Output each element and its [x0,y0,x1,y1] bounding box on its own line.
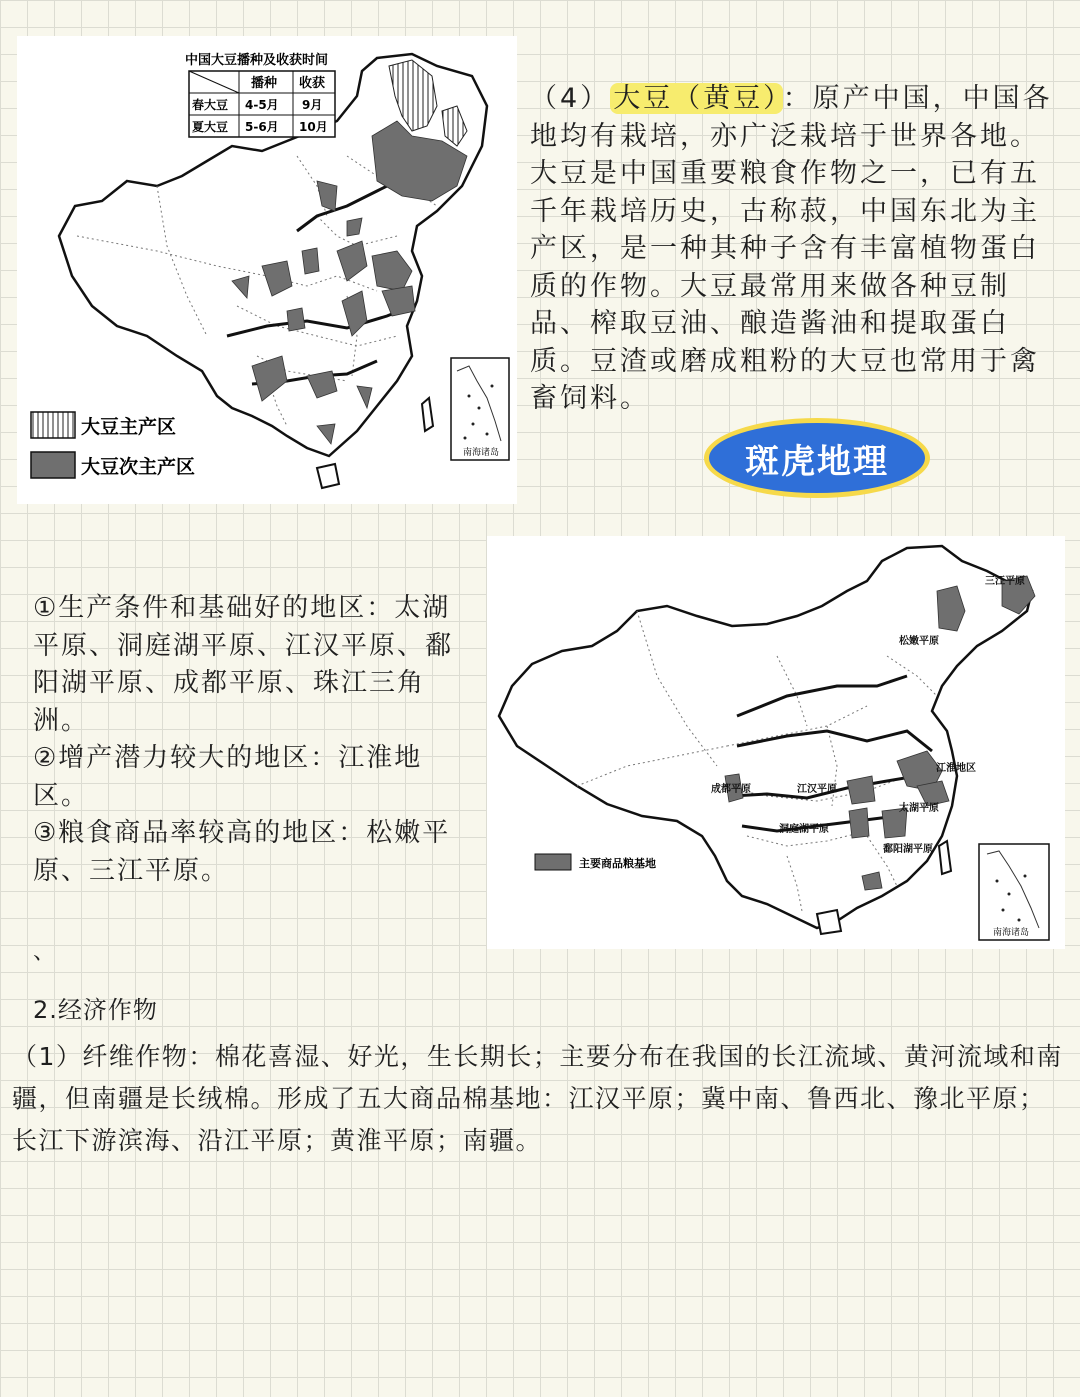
grain-base-map-figure [487,536,1065,949]
table-header-sowing: 播种 [251,76,278,91]
hainan-island [817,910,841,934]
section-title: 2.经济作物 [33,996,158,1024]
legend-swatch-secondary [31,452,75,478]
soybean-map-figure [17,36,517,504]
south-china-sea-inset [451,358,509,460]
legend-swatch-main [31,412,75,438]
label-taihu: 太湖平原 [899,803,939,814]
table-cell: 10月 [299,120,328,134]
hainan-island [317,464,339,488]
label-jianghan: 江汉平原 [797,784,837,795]
region-jianghan [847,776,875,804]
inset-label: 南海诸岛 [463,448,500,458]
map1-legend [31,412,195,478]
label-chengdu: 成都平原 [711,784,751,795]
sowing-harvest-table [185,52,335,137]
soybean-distribution-map [17,36,517,504]
grain-base-map [487,536,1065,949]
label-sanjiang: 三江平原 [985,576,1025,587]
taiwan-island [422,398,433,431]
label-dongting: 洞庭湖平原 [779,824,829,835]
legend-label-main: 大豆主产区 [81,416,177,438]
table-title: 中国大豆播种及收获时间 [185,53,329,68]
legend-label-secondary: 大豆次主产区 [81,456,196,478]
table-cell: 5-6月 [245,120,279,134]
label-jianghuai: 江淮地区 [936,763,976,774]
paragraph-prefix: （4） [530,83,611,114]
table-cell: 夏大豆 [192,120,229,134]
point-item: ③粮食商品率较高的地区：松嫩平原、三江平原。 [33,818,451,886]
table-cell: 4-5月 [245,98,279,112]
point-item: ①生产条件和基础好的地区：太湖平原、洞庭湖平原、江汉平原、鄱阳湖平原、成都平原、珠江三角洲。 [33,593,454,736]
table-header-harvest: 收获 [299,76,326,91]
label-poyang: 鄱阳湖平原 [883,844,933,855]
label-songnen: 松嫩平原 [899,636,939,647]
point-item: ②增产潜力较大的地区：江淮地区。 [33,743,423,811]
stray-mark: 、 [33,940,56,965]
taiwan-island [939,841,951,874]
south-china-sea-inset [979,844,1049,940]
inset-label: 南海诸岛 [993,928,1030,938]
legend-swatch [535,854,571,870]
highlighted-term: 大豆（黄豆） [610,83,783,114]
table-cell: 9月 [302,98,323,112]
soybean-paragraph [530,80,1065,418]
table-cell: 春大豆 [192,98,229,112]
legend-label: 主要商品粮基地 [579,857,656,870]
fiber-crops-paragraph: （1）纤维作物：棉花喜湿、好光，生长期长；主要分布在我国的长江流域、黄河流域和南疆，但南疆是长绒棉。形成了五大商品棉基地：江汉平原；冀中南、鲁西北、豫北平原；长江下游滨海、沿江平原；黄淮平原；南疆。 [12,1042,1063,1155]
paragraph-body: ：原产中国，中国各地均有栽培，亦广泛栽培于世界各地。大豆是中国重要粮食作物之一，已有五千年栽培历史，古称菽，中国东北为主产区，是一种其种子含有丰富植物蛋白质的作物。大豆最常用来做各种豆制品、榨取豆油、酿造酱油和提取蛋白质。豆渣或磨成粗粉的大豆也常用于禽畜饲料。 [530,83,1053,414]
map2-legend [535,854,656,870]
brand-badge: 斑虎地理 [704,418,930,498]
region-dongting [849,808,869,838]
grain-base-points [33,590,473,890]
